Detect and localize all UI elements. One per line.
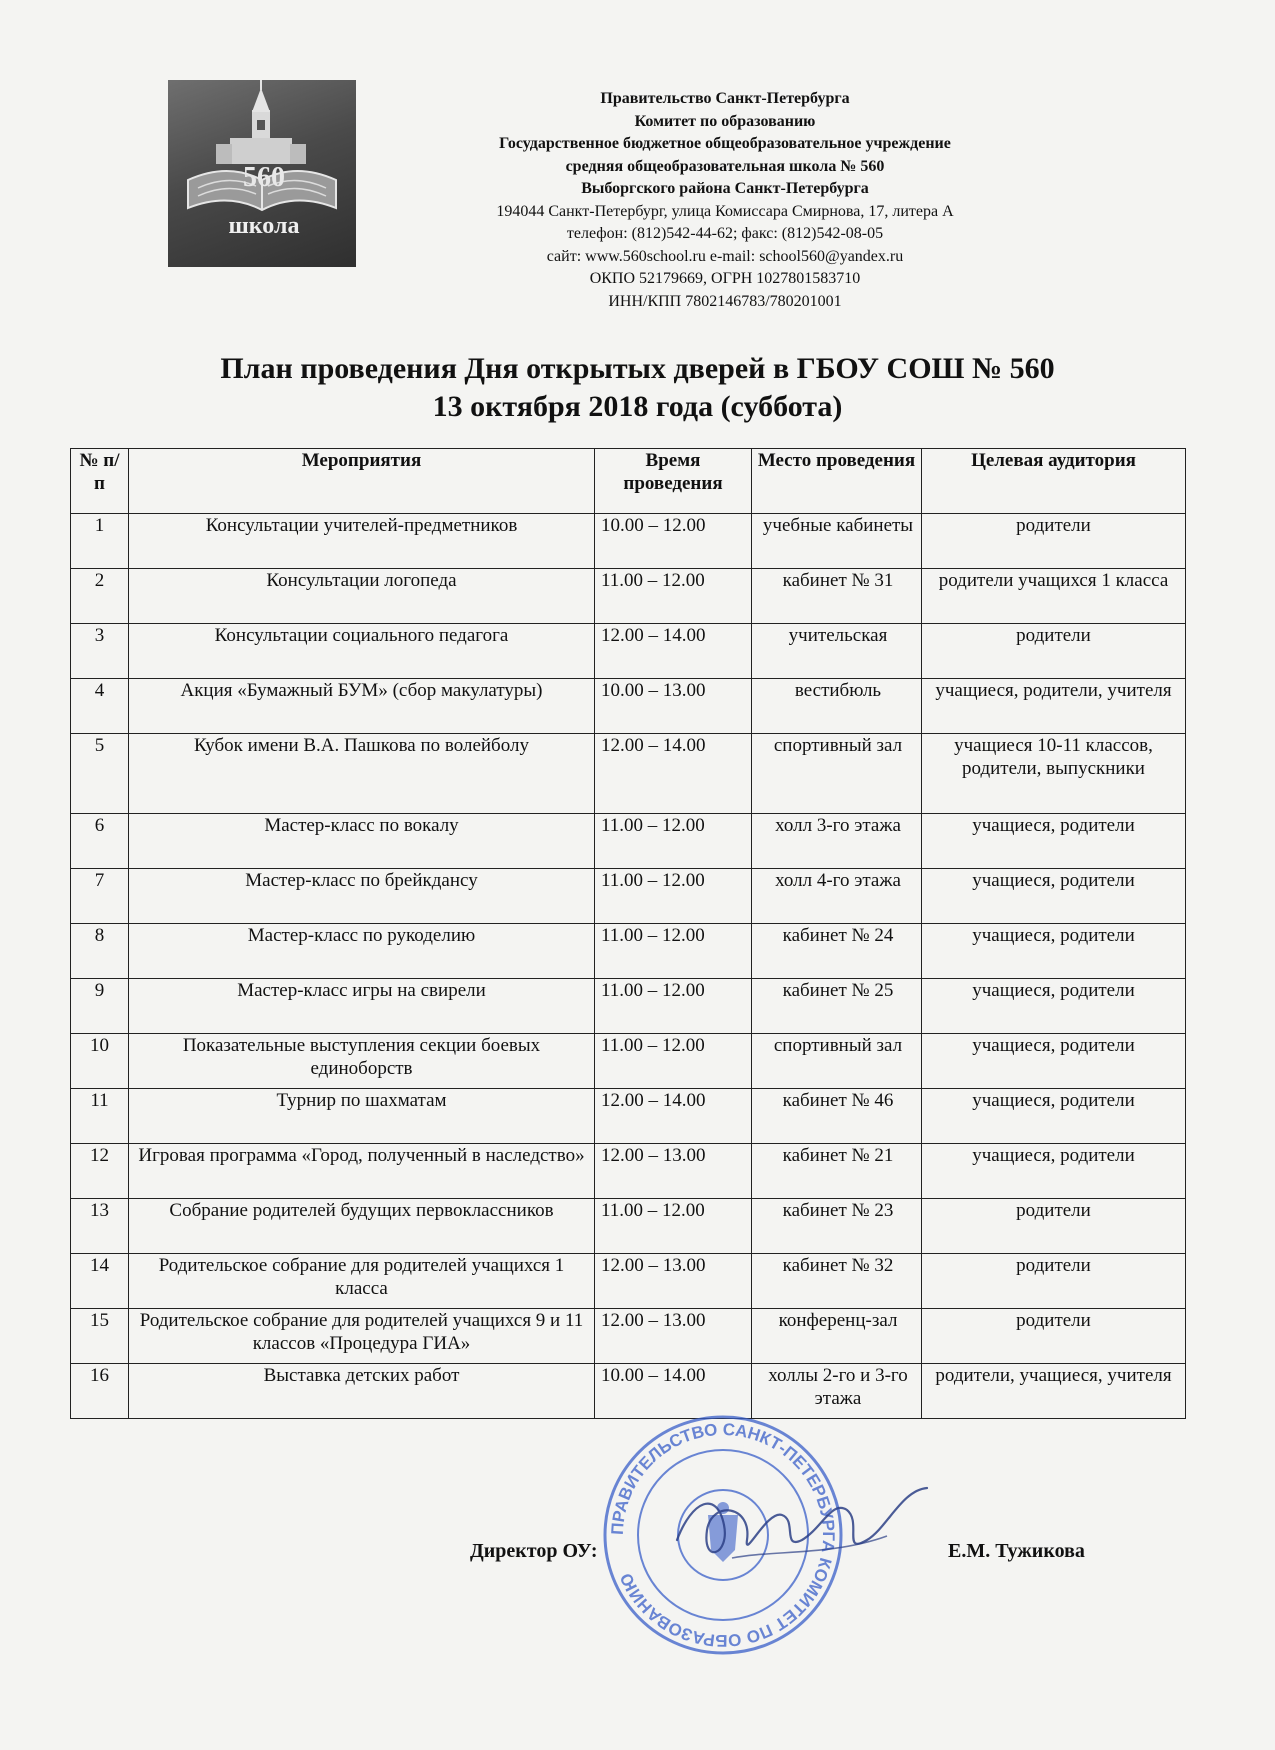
row-place: холл 3-го этажа — [752, 814, 922, 869]
row-place: конференц-зал — [752, 1309, 922, 1364]
header-school-name: средняя общеобразовательная школа № 560 — [565, 157, 885, 175]
row-time: 12.00 – 14.00 — [595, 734, 752, 814]
row-event: Консультации учителей-предметников — [129, 514, 595, 569]
row-event: Акция «Бумажный БУМ» (сбор макулатуры) — [129, 679, 595, 734]
row-number: 11 — [71, 1089, 129, 1144]
logo-number: 560 — [243, 162, 285, 193]
handwritten-signature-icon — [672, 1470, 932, 1580]
row-place: спортивный зал — [752, 734, 922, 814]
row-time: 11.00 – 12.00 — [595, 869, 752, 924]
table-row — [71, 869, 1186, 924]
header-government: Правительство Санкт-Петербурга — [600, 90, 850, 107]
row-place: вестибюль — [752, 679, 922, 734]
stamp-outer-text: ПРАВИТЕЛЬСТВО САНКТ-ПЕТЕРБУРГА КОМИТЕТ ПО ОБРАЗОВАНИЮ — [607, 1419, 839, 1651]
row-time: 10.00 – 12.00 — [595, 514, 752, 569]
row-number: 12 — [71, 1144, 129, 1199]
row-audience: родители — [922, 624, 1186, 679]
header-address: 194044 Санкт-Петербург, улица Комиссара Смирнова, 17, литера А — [496, 202, 954, 220]
row-audience: учащиеся, родители, учителя — [922, 679, 1186, 734]
row-audience: учащиеся, родители — [922, 1089, 1186, 1144]
row-number: 5 — [71, 734, 129, 814]
header-institution-type: Государственное бюджетное общеобразовательное учреждение — [499, 135, 951, 152]
row-event: Кубок имени В.А. Пашкова по волейболу — [129, 734, 595, 814]
director-role: Директор ОУ: — [470, 1540, 598, 1562]
row-time: 11.00 – 12.00 — [595, 1199, 752, 1254]
row-number: 1 — [71, 514, 129, 569]
row-audience: учащиеся, родители — [922, 869, 1186, 924]
row-audience: родители — [922, 1254, 1186, 1309]
row-time: 11.00 – 12.00 — [595, 814, 752, 869]
row-time: 12.00 – 14.00 — [595, 624, 752, 679]
row-event: Родительское собрание для родителей учащихся 1 класса — [129, 1254, 595, 1309]
row-number: 10 — [71, 1034, 129, 1089]
header-district: Выборгского района Санкт-Петербурга — [581, 180, 869, 197]
row-place: холл 4-го этажа — [752, 869, 922, 924]
row-number: 13 — [71, 1199, 129, 1254]
row-number: 8 — [71, 924, 129, 979]
row-place: учительская — [752, 624, 922, 679]
row-place: кабинет № 46 — [752, 1089, 922, 1144]
row-event: Родительское собрание для родителей учащихся 9 и 11 классов «Процедура ГИА» — [129, 1309, 595, 1364]
header-inn-kpp: ИНН/КПП 7802146783/780201001 — [608, 292, 842, 310]
row-event: Консультации логопеда — [129, 569, 595, 624]
row-number: 6 — [71, 814, 129, 869]
row-place: спортивный зал — [752, 1034, 922, 1089]
table-row — [71, 734, 1186, 814]
row-event: Собрание родителей будущих первоклассников — [129, 1199, 595, 1254]
table-row — [71, 569, 1186, 624]
row-audience: учащиеся, родители — [922, 979, 1186, 1034]
row-event: Показательные выступления секции боевых единоборств — [129, 1034, 595, 1089]
table-row — [71, 1309, 1186, 1364]
row-number: 16 — [71, 1364, 129, 1419]
table-row — [71, 924, 1186, 979]
logo-word: школа — [228, 213, 300, 239]
row-number: 14 — [71, 1254, 129, 1309]
header-phone: телефон: (812)542-44-62; факс: (812)542-08-05 — [566, 225, 884, 242]
row-place: кабинет № 25 — [752, 979, 922, 1034]
row-number: 3 — [71, 624, 129, 679]
row-audience: родители — [922, 1199, 1186, 1254]
row-number: 4 — [71, 679, 129, 734]
row-audience: родители — [922, 1309, 1186, 1364]
row-place: кабинет № 31 — [752, 569, 922, 624]
header-website-email: сайт: www.560school.ru e-mail: school560@yandex.ru — [546, 247, 904, 265]
school-logo — [168, 80, 356, 267]
table-row — [71, 624, 1186, 679]
header-time: Время проведения — [595, 449, 752, 514]
table-row — [71, 679, 1186, 734]
table-row — [71, 1034, 1186, 1089]
row-time: 11.00 – 12.00 — [595, 979, 752, 1034]
document-title — [60, 350, 1215, 426]
header-okpo-ogrn: ОКПО 52179669, ОГРН 1027801583710 — [589, 270, 861, 287]
row-audience: учащиеся 10-11 классов, родители, выпускники — [922, 734, 1186, 814]
row-event: Мастер-класс игры на свирели — [129, 979, 595, 1034]
row-event: Игровая программа «Город, полученный в наследство» — [129, 1144, 595, 1199]
table-header-row — [71, 449, 1186, 514]
title-line-1: План проведения Дня открытых дверей в ГБОУ СОШ № 560 — [220, 352, 1055, 385]
table-row — [71, 514, 1186, 569]
row-audience: учащиеся, родители — [922, 814, 1186, 869]
row-audience: учащиеся, родители — [922, 1144, 1186, 1199]
row-event: Мастер-класс по рукоделию — [129, 924, 595, 979]
table-row — [71, 814, 1186, 869]
table-body — [71, 514, 1186, 1419]
header-event: Мероприятия — [129, 449, 595, 514]
row-number: 7 — [71, 869, 129, 924]
row-place: кабинет № 23 — [752, 1199, 922, 1254]
row-audience: родители, учащиеся, учителя — [922, 1364, 1186, 1419]
row-place: учебные кабинеты — [752, 514, 922, 569]
row-place: кабинет № 32 — [752, 1254, 922, 1309]
row-event: Мастер-класс по брейкдансу — [129, 869, 595, 924]
header-committee: Комитет по образованию — [634, 112, 816, 130]
header-audience: Целевая аудитория — [922, 449, 1186, 514]
header-number: № п/п — [71, 449, 129, 514]
row-event: Мастер-класс по вокалу — [129, 814, 595, 869]
row-time: 11.00 – 12.00 — [595, 569, 752, 624]
row-time: 12.00 – 13.00 — [595, 1254, 752, 1309]
table-row — [71, 1089, 1186, 1144]
table-row — [71, 1254, 1186, 1309]
table-row — [71, 1144, 1186, 1199]
row-audience: родители — [922, 514, 1186, 569]
title-line-2: 13 октября 2018 года (суббота) — [432, 390, 843, 423]
row-event: Выставка детских работ — [129, 1364, 595, 1419]
row-event: Консультации социального педагога — [129, 624, 595, 679]
row-time: 12.00 – 13.00 — [595, 1144, 752, 1199]
organization-header — [390, 88, 1060, 313]
row-time: 11.00 – 12.00 — [595, 1034, 752, 1089]
row-time: 11.00 – 12.00 — [595, 924, 752, 979]
row-place: холлы 2-го и 3-го этажа — [752, 1364, 922, 1419]
row-place: кабинет № 24 — [752, 924, 922, 979]
table-row — [71, 979, 1186, 1034]
row-number: 15 — [71, 1309, 129, 1364]
row-time: 10.00 – 13.00 — [595, 679, 752, 734]
row-audience: учащиеся, родители — [922, 1034, 1186, 1089]
row-place: кабинет № 21 — [752, 1144, 922, 1199]
row-audience: родители учащихся 1 класса — [922, 569, 1186, 624]
table-row — [71, 1199, 1186, 1254]
row-audience: учащиеся, родители — [922, 924, 1186, 979]
header-place: Место проведения — [752, 449, 922, 514]
row-time: 10.00 – 14.00 — [595, 1364, 752, 1419]
row-event: Турнир по шахматам — [129, 1089, 595, 1144]
row-time: 12.00 – 14.00 — [595, 1089, 752, 1144]
row-number: 2 — [71, 569, 129, 624]
row-time: 12.00 – 13.00 — [595, 1309, 752, 1364]
director-name: Е.М. Тужикова — [948, 1540, 1085, 1562]
events-table — [70, 448, 1186, 1419]
row-number: 9 — [71, 979, 129, 1034]
